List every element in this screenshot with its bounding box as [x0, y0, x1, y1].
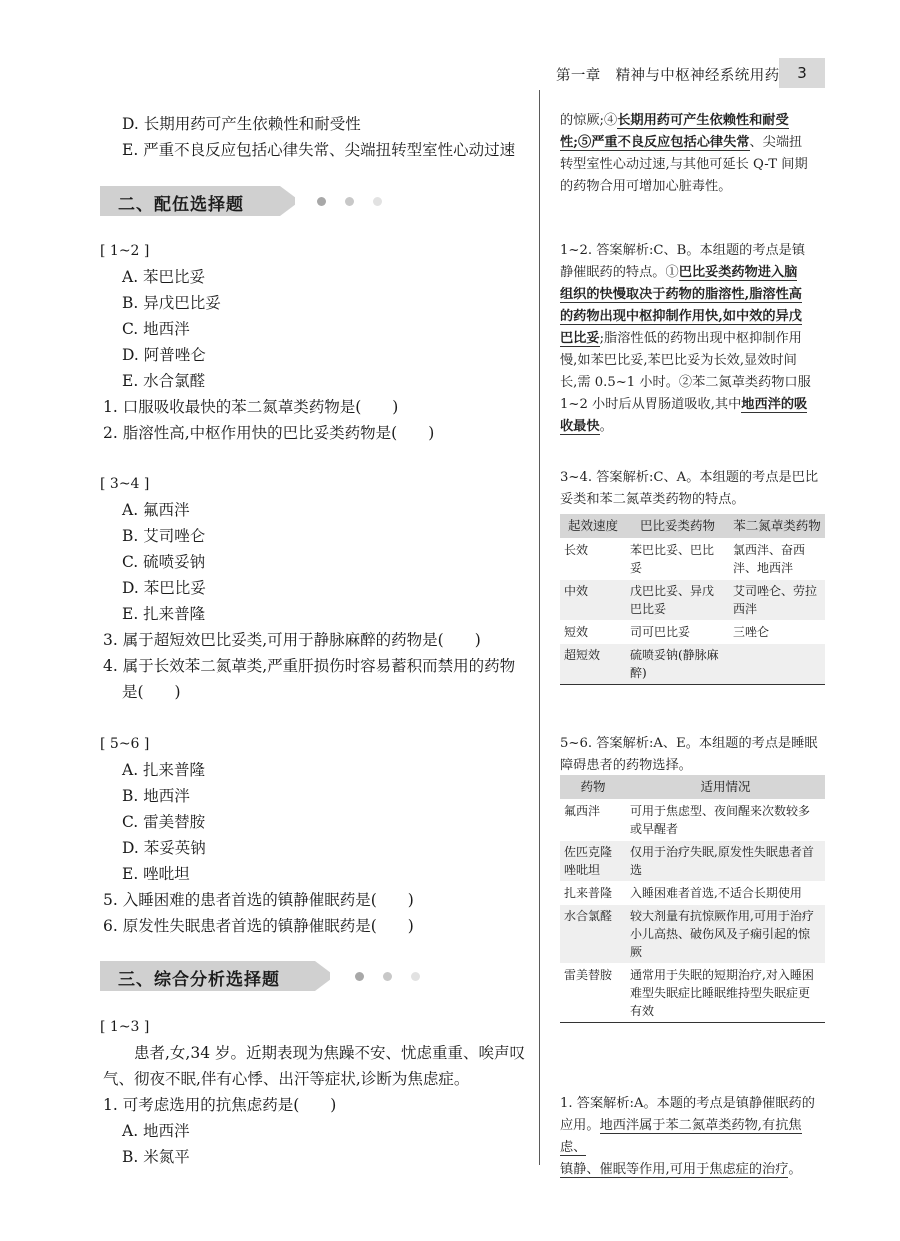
decor-dot — [355, 972, 364, 981]
group-label: [ 5~6 ] — [100, 736, 150, 752]
table-row: 中效 戊巴比妥、异戊巴比妥 艾司唑仑、劳拉西泮 — [560, 580, 825, 621]
option: B. 艾司唑仑 — [122, 527, 206, 545]
question: 6. 原发性失眠患者首选的镇静催眠药是( ) — [103, 917, 414, 935]
question: 1. 口服吸收最快的苯二氮䓬类药物是( ) — [103, 398, 399, 416]
option: D. 苯巴比妥 — [122, 579, 206, 597]
question: 2. 脂溶性高,中枢作用快的巴比妥类药物是( ) — [103, 424, 435, 442]
decor-dot — [317, 197, 326, 206]
decor-dot — [345, 197, 354, 206]
answer-3-4: 3~4. 答案解析:C、A。本组题的考点是巴比 妥类和苯二氮䓬类药物的特点。 — [560, 470, 819, 507]
option-d: D. 长期用药可产生依赖性和耐受性 — [122, 115, 361, 133]
answer-5-6: 5~6. 答案解析:A、E。本组题的考点是睡眠 障碍患者的药物选择。 — [560, 736, 818, 773]
option: C. 硫喷妥钠 — [122, 553, 206, 571]
question-continued: 是( ) — [122, 683, 181, 701]
section-heading-matching — [100, 186, 305, 216]
section-title: 二、配伍选择题 — [118, 195, 244, 215]
option: A. 苯巴比妥 — [122, 268, 206, 286]
option: A. 扎来普隆 — [122, 761, 206, 779]
option: E. 唑吡坦 — [122, 865, 190, 883]
section-heading-case-analysis — [100, 961, 305, 991]
option: B. 异戊巴比妥 — [122, 294, 221, 312]
table-row: 氟西泮 可用于焦虑型、夜间醒来次数较多或早醒者 — [560, 800, 825, 841]
column-divider — [539, 90, 540, 1165]
option: D. 阿普唑仑 — [122, 346, 206, 364]
table-row: 雷美替胺 通常用于失眠的短期治疗,对入睡困难型失眠症比睡眠维持型失眠症更有效 — [560, 964, 825, 1023]
case-stem: 气、彻夜不眠,伴有心悸、出汗等症状,诊断为焦虑症。 — [103, 1070, 470, 1088]
question: 1. 可考虑选用的抗焦虑药是( ) — [103, 1096, 337, 1114]
option: C. 地西泮 — [122, 320, 190, 338]
table-row: 短效 司可巴比妥 三唑仑 — [560, 621, 825, 644]
answer-case-1: 1. 答案解析:A。本题的考点是镇静催眠药的 应用。地西泮属于苯二氮䓬类药物,有抗焦虑、 镇静、催眠等作用,可用于焦虑症的治疗。 — [560, 1096, 815, 1177]
table-row: 佐匹克隆唑吡坦 仅用于治疗失眠,原发性失眠患者首选 — [560, 841, 825, 882]
table-row: 超短效 硫喷妥钠(静脉麻醉) — [560, 644, 825, 685]
question: 5. 入睡困难的患者首选的镇静催眠药是( ) — [103, 891, 414, 909]
page-number: 3 — [779, 58, 825, 88]
option: A. 地西泮 — [122, 1122, 190, 1140]
table-sleep-drugs: 药物 适用情况 氟西泮 可用于焦虑型、夜间醒来次数较多或早醒者 佐匹克隆唑吡坦 仅用于治疗失眠,原发性失眠患者首选 扎来普隆 入睡困难者首选,不适合长期使用 水合氯醛 较大剂量有抗惊厥作用,可用于治疗小儿高热、破伤风及子痫引起的惊厥 雷美替胺 通常用于失眠的短期治疗,对入睡困难型失眠症比睡眠维持型失眠症更有效 — [560, 775, 825, 1023]
table-row: 水合氯醛 较大剂量有抗惊厥作用,可用于治疗小儿高热、破伤风及子痫引起的惊厥 — [560, 905, 825, 964]
answer-1-2: 1~2. 答案解析:C、B。本组题的考点是镇 静催眠药的特点。①巴比妥类药物进入脑 组织的快慢取决于药物的脂溶性,脂溶性高 的药物出现中枢抑制作用快,如中效的异戊 巴比妥;脂溶性低的药物出现中枢抑制作用 慢,如苯巴比妥,苯巴比妥为长效,显效时间 长,需 0.5~1 小时。②苯二氮䓬类药物口服 1~2 小时后从胃肠道吸收,其中地西泮的吸 收最快。 — [560, 243, 811, 434]
option: C. 雷美替胺 — [122, 813, 206, 831]
chapter-title: 第一章 精神与中枢神经系统用药 — [556, 68, 780, 84]
answer-continued: 的惊厥;④长期用药可产生依赖性和耐受 性;⑤严重不良反应包括心律失常、尖端扭 转型室性心动过速,与其他可延长 Q-T 间期 的药物合用可增加心脏毒性。 — [560, 113, 808, 194]
group-label: [ 1~2 ] — [100, 243, 150, 259]
option: B. 米氮平 — [122, 1148, 190, 1166]
table-onset-speed: 起效速度 巴比妥类药物 苯二氮䓬类药物 长效 苯巴比妥、巴比妥 氯西泮、奋西泮、地西泮 中效 戊巴比妥、异戊巴比妥 艾司唑仑、劳拉西泮 短效 司可巴比妥 三唑仑 超短效 硫喷妥钠(静脉麻醉) — [560, 514, 825, 685]
section-title: 三、综合分析选择题 — [118, 970, 280, 990]
running-header — [540, 58, 825, 90]
decor-dot — [373, 197, 382, 206]
decor-dot — [411, 972, 420, 981]
group-label: [ 1~3 ] — [100, 1019, 150, 1035]
question: 3. 属于超短效巴比妥类,可用于静脉麻醉的药物是( ) — [103, 631, 481, 649]
option: D. 苯妥英钠 — [122, 839, 206, 857]
option: B. 地西泮 — [122, 787, 190, 805]
table-row: 扎来普隆 入睡困难者首选,不适合长期使用 — [560, 882, 825, 905]
case-stem: 患者,女,34 岁。近期表现为焦躁不安、忧虑重重、唉声叹 — [134, 1044, 526, 1062]
option-e: E. 严重不良反应包括心律失常、尖端扭转型室性心动过速 — [122, 141, 516, 159]
option: A. 氟西泮 — [122, 501, 190, 519]
group-label: [ 3~4 ] — [100, 476, 150, 492]
option: E. 水合氯醛 — [122, 372, 206, 390]
question: 4. 属于长效苯二氮䓬类,严重肝损伤时容易蓄积而禁用的药物 — [103, 657, 516, 675]
table-row: 长效 苯巴比妥、巴比妥 氯西泮、奋西泮、地西泮 — [560, 539, 825, 580]
decor-dot — [383, 972, 392, 981]
option: E. 扎来普隆 — [122, 605, 206, 623]
